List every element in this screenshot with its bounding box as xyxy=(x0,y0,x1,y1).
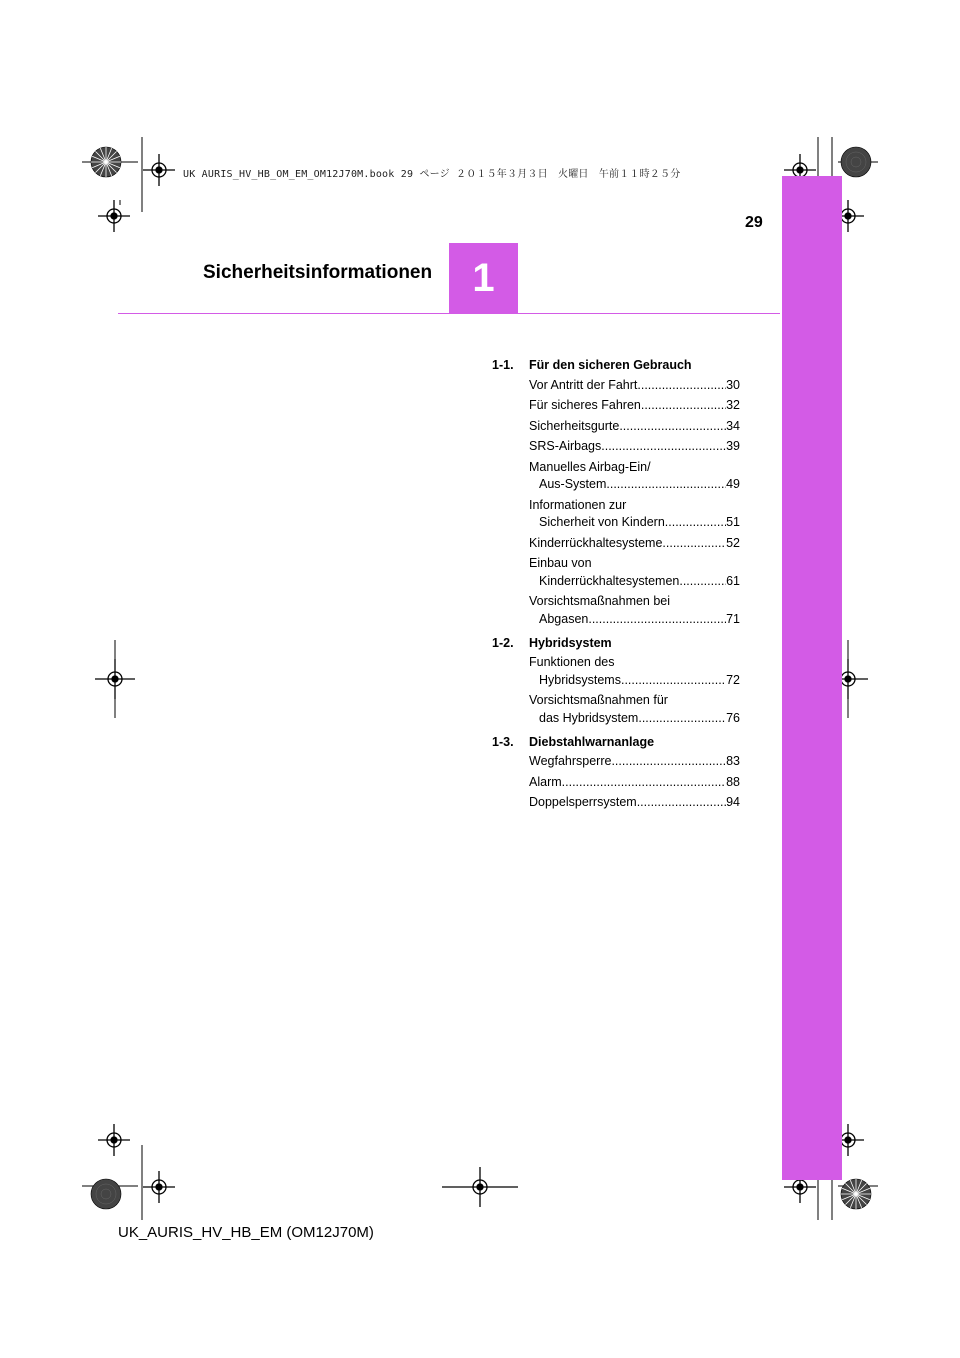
page-number: 29 xyxy=(745,214,763,231)
toc-leader-dots xyxy=(641,397,726,415)
toc-section-title: Für den sicheren Gebrauch xyxy=(529,358,692,372)
toc-section-number: 1-3. xyxy=(492,734,514,749)
toc-leader-dots xyxy=(665,514,726,532)
toc-section xyxy=(492,355,740,375)
toc-leader-dots xyxy=(679,573,726,591)
toc-leader-dots xyxy=(606,476,726,494)
toc-section xyxy=(492,732,740,752)
toc-entry-title: das Hybridsystem xyxy=(539,710,639,725)
toc-entry-page: 30 xyxy=(726,377,740,392)
toc-entry-page: 61 xyxy=(726,573,740,588)
toc-entry-page: 39 xyxy=(726,439,740,453)
chapter-side-tab xyxy=(782,176,842,1180)
toc-section-title: Hybridsystem xyxy=(529,635,612,650)
toc-entry-title: Abgasen xyxy=(539,611,589,626)
chapter-title: Sicherheitsinformationen xyxy=(203,262,433,283)
toc-entry-page: 94 xyxy=(726,795,740,809)
toc-section-number: 1-1. xyxy=(492,358,514,372)
toc-entry-title: SRS-Airbags xyxy=(529,439,602,453)
toc-entry-title: Wegfahrsperre xyxy=(529,754,612,768)
chapter-number: 1 xyxy=(472,255,495,300)
toc-leader-dots xyxy=(601,438,726,456)
toc-entry[interactable] xyxy=(529,457,740,495)
toc-entry-page: 49 xyxy=(726,477,740,491)
toc-entry[interactable] xyxy=(529,691,740,729)
toc-entry-page: 52 xyxy=(726,535,740,550)
toc-leader-dots xyxy=(619,418,726,436)
toc-entry-title: Kinderrückhaltesysteme xyxy=(529,535,663,550)
toc-section xyxy=(492,633,740,653)
toc-entry-title: Alarm xyxy=(529,774,562,789)
toc-entry[interactable] xyxy=(529,375,740,396)
toc-entry-page: 71 xyxy=(726,611,740,626)
print-header: UK AURIS_HV_HB_OM_EM_OM12J70M.book 29 ページ ２０１５年３月３日 火曜日 午前１１時２５分 xyxy=(180,165,683,180)
table-of-contents xyxy=(492,355,740,816)
toc-entry[interactable] xyxy=(529,592,740,630)
toc-entry[interactable] xyxy=(529,554,740,592)
toc-entry[interactable] xyxy=(529,416,740,437)
toc-entry-title-line: Vorsichtsmaßnahmen für xyxy=(529,693,668,707)
toc-entry[interactable] xyxy=(529,752,740,773)
toc-entry[interactable] xyxy=(529,495,740,533)
toc-leader-dots xyxy=(662,535,726,553)
toc-entry[interactable] xyxy=(529,653,740,691)
toc-entry[interactable] xyxy=(529,793,740,814)
toc-entry-title-line: Funktionen des xyxy=(529,655,615,669)
chapter-number-box xyxy=(449,243,518,313)
toc-entry[interactable] xyxy=(529,396,740,417)
toc-section-title: Diebstahlwarnanlage xyxy=(529,734,655,749)
toc-leader-dots xyxy=(637,794,726,812)
toc-entry-title-line: Manuelles Airbag-Ein/ xyxy=(529,459,651,474)
toc-entry-title-line: Informationen zur xyxy=(529,497,627,512)
toc-entry[interactable] xyxy=(529,437,740,458)
toc-entry-title: Hybridsystems xyxy=(539,672,621,687)
toc-entry-page: 83 xyxy=(726,754,740,768)
toc-entry-title: Kinderrückhaltesystemen xyxy=(539,573,680,588)
toc-entry-title: Sicherheitsgurte xyxy=(529,418,620,433)
toc-entry[interactable] xyxy=(529,772,740,793)
toc-leader-dots xyxy=(562,774,726,792)
toc-leader-dots xyxy=(621,672,726,690)
toc-entry[interactable] xyxy=(529,533,740,554)
toc-entry-page: 32 xyxy=(726,398,740,412)
toc-leader-dots xyxy=(588,611,726,629)
toc-entry-page: 88 xyxy=(726,774,740,789)
toc-entry-page: 34 xyxy=(726,418,740,433)
footer-code: UK_AURIS_HV_HB_EM (OM12J70M) xyxy=(118,1224,374,1241)
toc-section-number: 1-2. xyxy=(492,635,514,650)
toc-entry-title: Doppelsperrsystem xyxy=(529,795,637,809)
toc-entry-page: 76 xyxy=(726,710,740,725)
toc-entry-title-line: Einbau von xyxy=(529,556,592,570)
toc-entry-title: Für sicheres Fahren xyxy=(529,398,641,412)
heading-rule xyxy=(118,313,780,314)
toc-entry-title: Vor Antritt der Fahrt xyxy=(529,377,638,392)
toc-entry-page: 72 xyxy=(726,672,740,687)
toc-leader-dots xyxy=(637,377,726,395)
toc-leader-dots xyxy=(611,753,726,771)
toc-entry-page: 51 xyxy=(726,515,740,529)
toc-entry-title: Sicherheit von Kindern xyxy=(539,515,665,529)
toc-leader-dots xyxy=(638,710,726,728)
toc-entry-title-line: Vorsichtsmaßnahmen bei xyxy=(529,594,671,608)
toc-entry-title: Aus-System xyxy=(539,477,607,491)
